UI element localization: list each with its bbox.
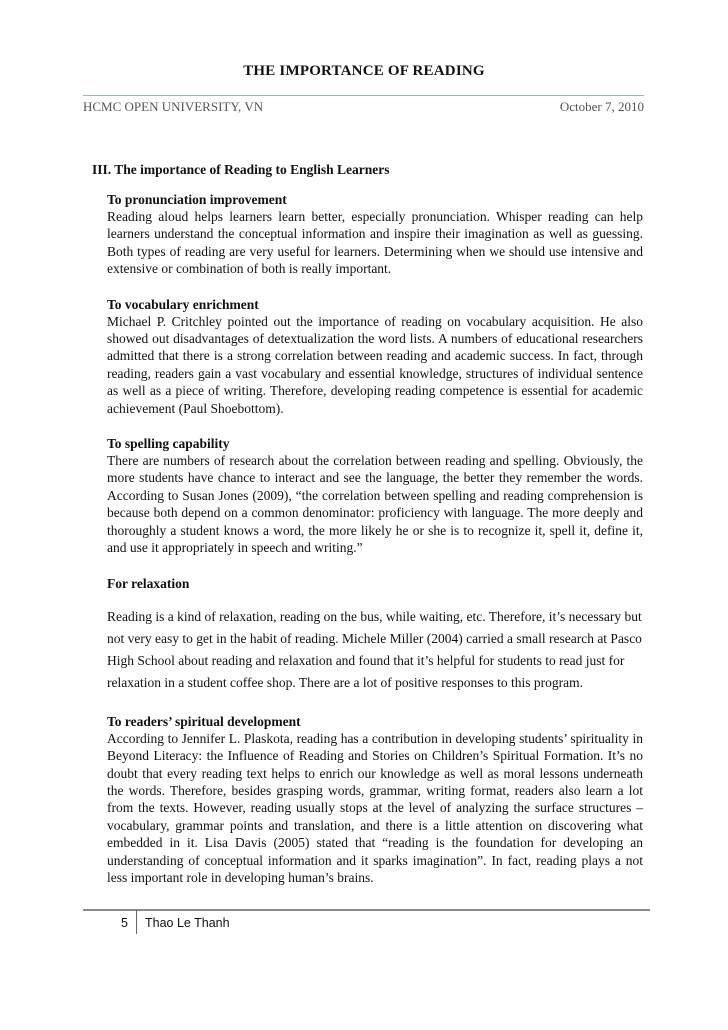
page-title: THE IMPORTANCE OF READING — [243, 63, 485, 79]
spelling-title: To spelling capability — [107, 436, 230, 452]
spelling-text: There are numbers of research about the correlation between reading and spelling. Obviously, the more students have chance to interact and see the language, the better they remember the words. According to Susan Jones (2009), “the correlation between spelling and reading comprehension is because both depend on a common denominator: proficiency with language. The more deeply and thoroughly a student knows a word, the more likely he or she is to recognize it, spell it, define it, and use it appropriately in speech and writing.” — [107, 453, 643, 556]
spiritual-text: According to Jennifer L. Plaskota, reading has a contribution in developing students’ spirituality in Beyond Literacy: the Influence of Reading and Stories on Children’s Spiritual Formation. It’s no doubt that every reading text helps to enrich our knowledge as well as moral lessons underneath the words. Therefore, besides grasping words, grammar, writing format, readers also learn a lot from the texts. However, reading usually stops at the level of analyzing the surface structures – vocabulary, grammar points and translation, and there is a little attention on discovering what embedded in it. Lisa Davis (2005) stated that “reading is the foundation for developing an understanding of conceptual information and it sparks imagination”. In fact, reading plays a not less important role in developing human’s brains. — [107, 730, 643, 885]
header-institution: HCMC OPEN UNIVERSITY, VN — [83, 99, 264, 114]
pronunciation-title: To pronunciation improvement — [107, 192, 287, 207]
page-footer — [83, 910, 230, 934]
header-date: October 7, 2010 — [559, 99, 644, 114]
section-content — [107, 191, 643, 904]
vocabulary-text: Michael P. Critchley pointed out the importance of reading on vocabulary acquisition. He also showed out disadvantages of detextualization the word lists. A numbers of educational researchers admitted that there is a strong correlation between reading and academic success. In fact, through reading, readers gain a vast vocabulary and essential knowledge, structures of individual sentence as well as a piece of writing. Therefore, developing reading competence is essential for academic achievement (Paul Shoebottom). — [107, 313, 643, 416]
footer-author: Thao Le Thanh — [145, 916, 230, 930]
spiritual-title: To readers’ spiritual development — [107, 713, 301, 729]
relaxation-title: For relaxation — [107, 575, 190, 591]
section-heading: III. The importance of Reading to English Learners — [92, 162, 390, 177]
pronunciation-block — [107, 191, 643, 278]
vocabulary-block — [107, 296, 643, 417]
pronunciation-text: Reading aloud helps learners learn better, especially pronunciation. Whisper reading can help learners understand the conceptual information and inspire their imagination as well as guessing. Both types of reading are very useful for learners. Determining when we should use intensive and extensive or combination of both is really important. — [107, 209, 643, 277]
header-divider — [83, 95, 644, 96]
spelling-block — [107, 435, 643, 556]
running-header — [83, 99, 644, 115]
vocabulary-title: To vocabulary enrichment — [107, 296, 259, 312]
spiritual-block — [107, 713, 643, 887]
relaxation-text: Reading is a kind of relaxation, reading on the bus, while waiting, etc. Therefore, it’s necessary but not very easy to get in the habit of reading. Michele Miller (2004) carried a small research at Pasco High School about reading and relaxation and found that it’s helpful for students to read just for relaxation in a student coffee shop. There are a lot of positive responses to this program. — [107, 608, 642, 691]
page-number: 5 — [83, 910, 137, 934]
relaxation-block — [107, 575, 643, 695]
